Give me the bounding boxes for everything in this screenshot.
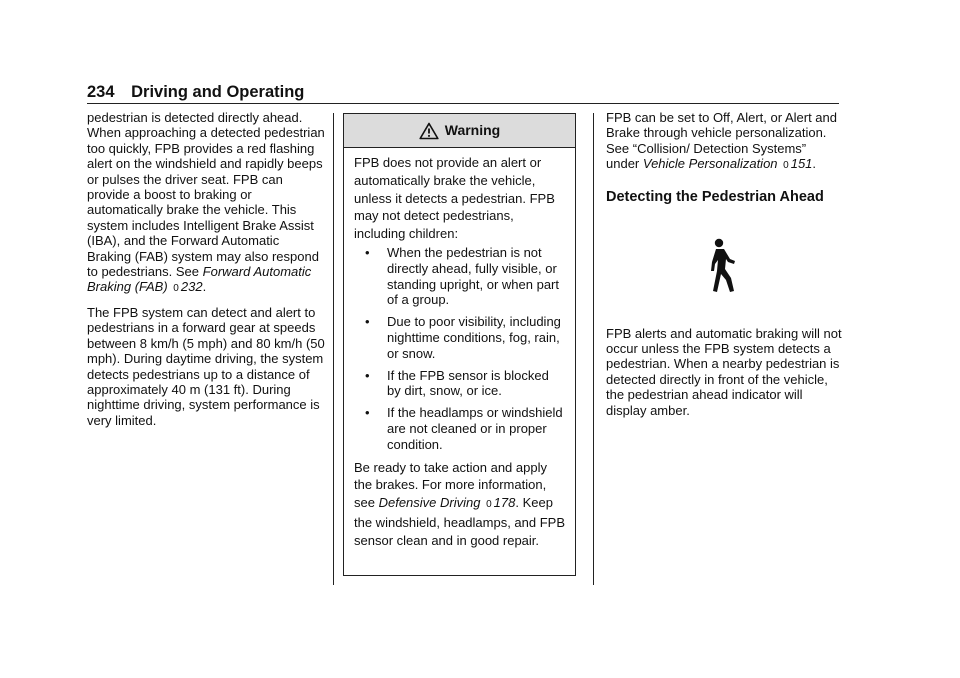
defensive-driving-link[interactable]: Defensive Driving xyxy=(378,495,481,511)
warning-header xyxy=(344,114,575,148)
bullet-icon: • xyxy=(365,244,370,260)
column1-paragraph-2: The FPB system can detect and alert to pedestrians in a forward gear at speeds between 8 km/h (5 mph) and 80 km/h (50 mph). During daytime driving, the system detects pedestrians up to a distance of approximately 40 m (131 ft). During nighttime driving, system performance is very limited. xyxy=(87,304,325,428)
warning-bullet-list xyxy=(354,245,565,453)
detecting-pedestrian-heading: Detecting the Pedestrian Ahead xyxy=(606,188,824,205)
column-1 xyxy=(87,110,325,436)
column1-para1-text: pedestrian is detected directly ahead. When approaching a detected pedestrian too quickly, FPB provides a red flashing alert on the windshield and rapidly beeps or pulses the driver seat. FPB can provide a boost to braking or automatically brake the vehicle. This system includes Intelligent Brake Assist (IBA), and the Forward Automatic Braking (FAB) system may also respond to pedestrians. See xyxy=(87,110,325,280)
page-ref-232[interactable]: 232 xyxy=(180,279,203,295)
column-3 xyxy=(606,110,842,426)
page-ref-arrow-icon: 0 xyxy=(486,499,492,511)
pedestrian-ahead-icon xyxy=(704,238,744,294)
warning-body xyxy=(344,148,575,550)
vehicle-personalization-link[interactable]: Vehicle Personalization xyxy=(642,156,778,172)
warning-box xyxy=(343,113,576,576)
warning-closing: Be ready to take action and apply the brakes. For more information, see Defensive Driving 0 178. Keep the windshield, headlamps, and FPB sensor clean and in good repair. xyxy=(354,459,566,548)
list-item: • If the FPB sensor is blocked by dirt, snow, or ice. xyxy=(365,367,549,399)
warning-title: Warning xyxy=(444,121,501,138)
warning-triangle-icon xyxy=(419,122,439,140)
page-ref-arrow-icon: 0 xyxy=(783,160,789,172)
section-title-header: Driving and Operating xyxy=(131,83,305,101)
bullet-icon: • xyxy=(365,405,370,421)
warning-intro: FPB does not provide an alert or automatically brake the vehicle, unless it detects a pedestrian. FPB may not detect pedestrians, including children: xyxy=(354,155,555,242)
column1-para1-end: . xyxy=(202,279,207,295)
forward-automatic-braking-link[interactable]: Forward Automatic Braking (FAB) xyxy=(87,264,312,295)
pedestrian-figure xyxy=(606,206,842,326)
header-rule xyxy=(87,103,839,104)
column3-paragraph-2: FPB alerts and automatic braking will not occur unless the FPB system detects a pedestrian. When a nearby pedestrian is detected directly in front of the vehicle, the pedestrian ahead indicator will display amber. xyxy=(606,325,842,418)
list-item: • When the pedestrian is not directly ahead, fully visible, or standing upright, or when part of a group. xyxy=(365,244,559,308)
page-ref-151[interactable]: 151 xyxy=(790,156,813,172)
column-divider-right xyxy=(593,113,594,585)
list-item: • Due to poor visibility, including nighttime conditions, fog, rain, or snow. xyxy=(365,314,561,361)
list-item: • If the headlamps or windshield are not cleaned or in proper condition. xyxy=(365,405,563,452)
column-divider-left xyxy=(333,113,334,585)
bullet-icon: • xyxy=(365,314,370,330)
column3-paragraph-1: FPB can be set to Off, Alert, or Alert and Brake through vehicle personalization. See “Collision/ Detection Systems” under Vehicle Personalization 0 151. xyxy=(606,110,837,172)
page-number: 234 xyxy=(87,83,115,101)
page-header xyxy=(87,84,304,101)
page-ref-178[interactable]: 178 xyxy=(493,495,516,511)
column1-paragraph-1 xyxy=(87,110,325,297)
page-ref-arrow-icon: 0 xyxy=(173,283,179,295)
bullet-icon: • xyxy=(365,367,370,383)
